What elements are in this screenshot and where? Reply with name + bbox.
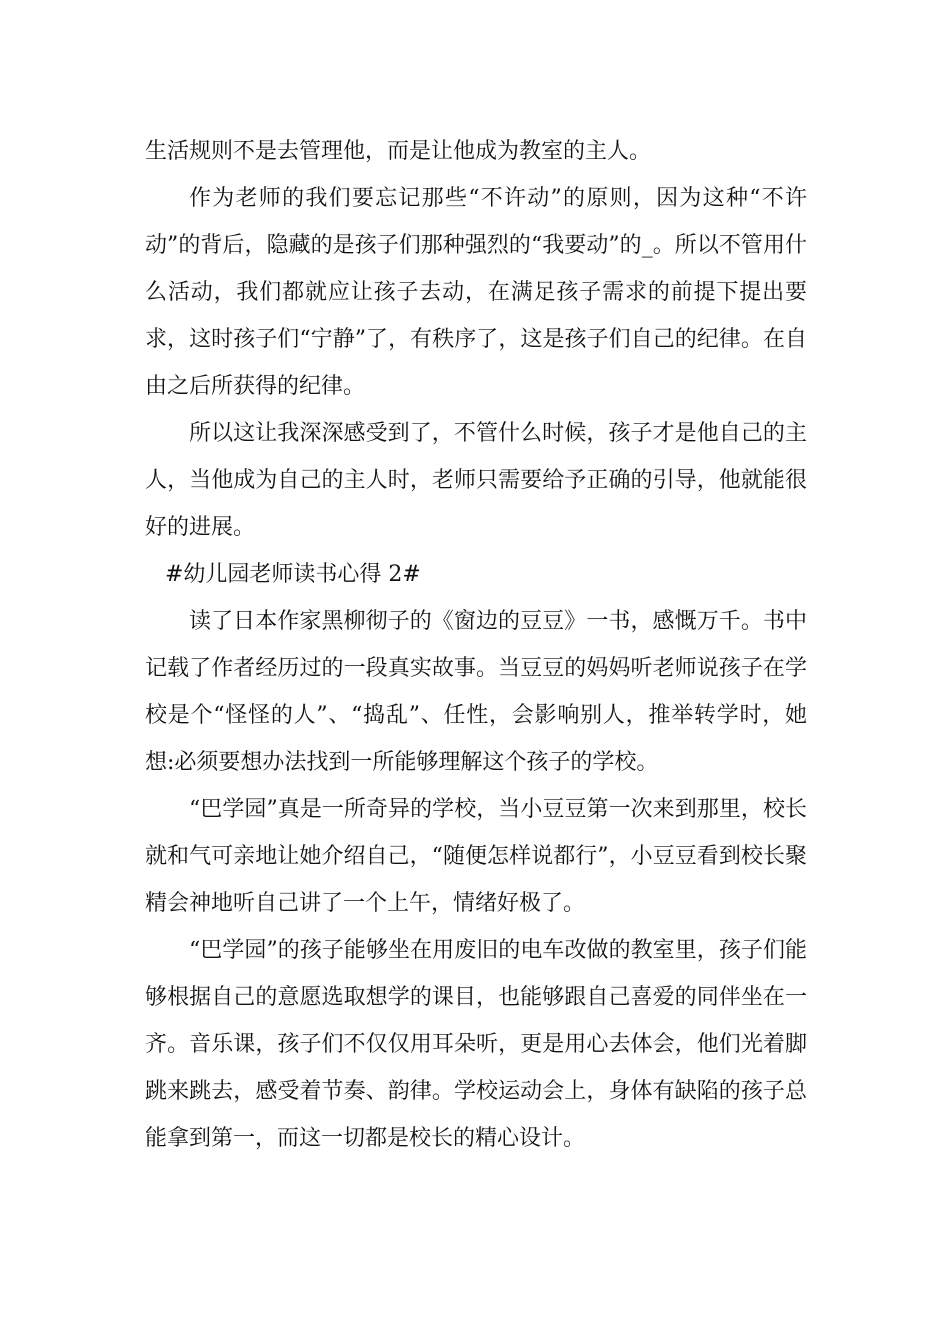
paragraph: 作为老师的我们要忘记那些“不许动”的原则，因为这种“不许动”的背后，隐藏的是孩子们那种强烈的“我要动”的_。所以不管用什么活动，我们都就应让孩子去动，在满足孩子需求的前提下提出要求，这时孩子们“宁静”了，有秩序了，这是孩子们自己的纪律。在自由之后所获得的纪律。 [145, 186, 807, 399]
paragraph: “巴学园”的孩子能够坐在用废旧的电车改做的教室里，孩子们能够根据自己的意愿选取想学的课目，也能够跟自己喜爱的同伴坐在一齐。音乐课，孩子们不仅仅用耳朵听，更是用心去体会，他们光着脚跳来跳去，感受着节奏、韵律。学校运动会上，身体有缺陷的孩子总能拿到第一，而这一切都是校长的精心设计。 [145, 938, 807, 1151]
section-heading: #幼儿园老师读书心得 2# [165, 562, 421, 587]
paragraph: “巴学园”真是一所奇异的学校，当小豆豆第一次来到那里，校长就和气可亲地让她介绍自己，“随便怎样说都行”，小豆豆看到校长聚精会神地听自己讲了一个上午，情绪好极了。 [145, 797, 807, 916]
paragraph: 所以这让我深深感受到了，不管什么时候，孩子才是他自己的主人，当他成为自己的主人时，老师只需要给予正确的引导，他就能很好的进展。 [145, 421, 807, 540]
paragraph-continuation: 生活规则不是去管理他，而是让他成为教室的主人。 [145, 139, 652, 164]
document-page [145, 128, 807, 1162]
paragraph: 读了日本作家黑柳彻子的《窗边的豆豆》一书，感慨万千。书中记载了作者经历过的一段真实故事。当豆豆的妈妈听老师说孩子在学校是个“怪怪的人”、“捣乱”、任性，会影响别人，推举转学时，她想:必须要想办法找到一所能够理解这个孩子的学校。 [145, 609, 807, 775]
